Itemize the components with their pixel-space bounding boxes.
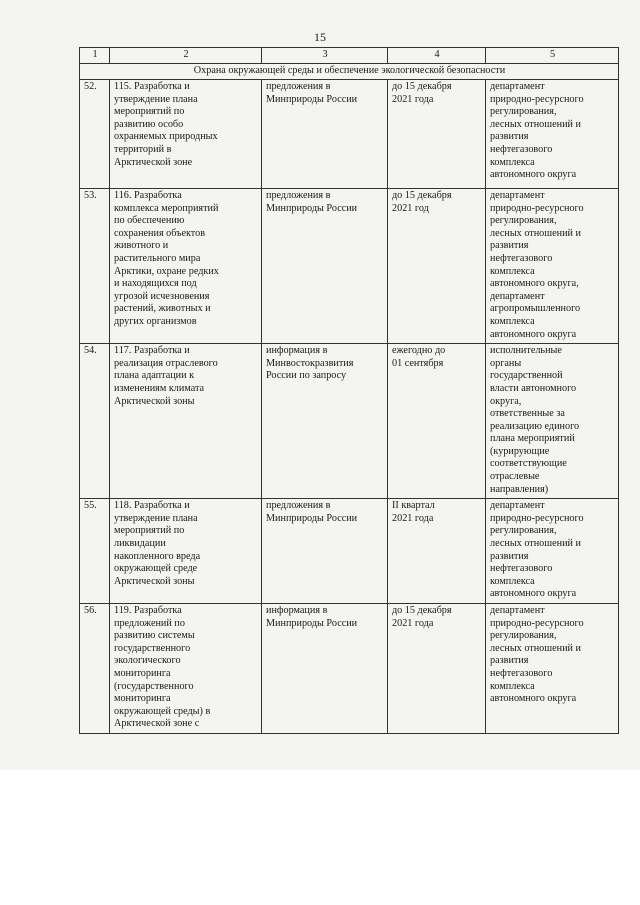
deadline-cell xyxy=(388,344,486,499)
deadline-text: до 15 декабря 2021 года xyxy=(392,605,452,629)
deadline-text: ежегодно до 01 сентября xyxy=(392,345,446,369)
task-text: 116. Разработка комплекса мероприятий по обеспечению сохранения объектов животного и растительного мира Арктики, охране редких и находящихся под угрозой исчезновения растений, животных и других организмов xyxy=(114,190,219,327)
task-text: 119. Разработка предложений по развитию системы государственного экологического мониторинга (государственного мониторинга окружающей среды) в Арктической зоне с xyxy=(114,605,211,730)
task-cell xyxy=(110,189,262,344)
column-header: 4 xyxy=(388,48,486,64)
form-cell xyxy=(262,189,388,344)
responsible-text: исполнительные органы государственной власти автономного округа, ответственные за реализацию единого плана мероприятий (курирующие соответствующие отраслевые направления) xyxy=(490,345,580,495)
task-cell xyxy=(110,344,262,499)
row-number: 54. xyxy=(80,344,110,499)
responsible-text: департамент природно-ресурсного регулирования, лесных отношений и развития нефтегазового комплекса автономного округа xyxy=(490,605,584,705)
page-number: 15 xyxy=(314,30,326,44)
task-text: 117. Разработка и реализация отраслевого плана адаптации к изменениям климата Арктической зоны xyxy=(114,345,218,407)
form-cell xyxy=(262,344,388,499)
table-row xyxy=(80,189,619,344)
task-cell xyxy=(110,604,262,734)
responsible-cell xyxy=(486,189,619,344)
column-header: 1 xyxy=(80,48,110,64)
form-text: информация в Минвостокразвития России по запросу xyxy=(266,345,354,382)
task-cell xyxy=(110,499,262,604)
deadline-cell xyxy=(388,604,486,734)
table-row xyxy=(80,604,619,734)
form-cell xyxy=(262,604,388,734)
deadline-text: до 15 декабря 2021 года xyxy=(392,81,452,105)
row-number: 53. xyxy=(80,189,110,344)
column-header: 5 xyxy=(486,48,619,64)
task-text: 118. Разработка и утверждение плана мероприятий по ликвидации накопленного вреда окружающей среде Арктической зоны xyxy=(114,500,201,587)
form-text: предложения в Минприроды России xyxy=(266,190,358,214)
task-text: 115. Разработка и утверждение плана мероприятий по развитию особо охраняемых природных территорий в Арктической зоне xyxy=(114,81,218,168)
section-title: Охрана окружающей среды и обеспечение экологической безопасности xyxy=(80,64,619,80)
form-text: предложения в Минприроды России xyxy=(266,500,358,524)
deadline-text: II квартал 2021 года xyxy=(392,500,435,524)
column-header: 3 xyxy=(262,48,388,64)
deadline-cell xyxy=(388,80,486,189)
column-header: 2 xyxy=(110,48,262,64)
form-cell xyxy=(262,80,388,189)
plan-table xyxy=(79,47,619,734)
deadline-cell xyxy=(388,189,486,344)
responsible-cell xyxy=(486,344,619,499)
responsible-text: департамент природно-ресурсного регулирования, лесных отношений и развития нефтегазового комплекса автономного округа, департамент агропромышленного комплекса автономного округа xyxy=(490,190,584,340)
deadline-text: до 15 декабря 2021 год xyxy=(392,190,452,214)
row-number: 56. xyxy=(80,604,110,734)
responsible-text: департамент природно-ресурсного регулирования, лесных отношений и развития нефтегазового комплекса автономного округа xyxy=(490,81,584,181)
responsible-cell xyxy=(486,80,619,189)
section-row xyxy=(80,64,619,80)
column-number-row xyxy=(80,48,619,64)
form-text: предложения в Минприроды России xyxy=(266,81,358,105)
table-row xyxy=(80,499,619,604)
responsible-cell xyxy=(486,604,619,734)
table-row xyxy=(80,344,619,499)
responsible-cell xyxy=(486,499,619,604)
form-cell xyxy=(262,499,388,604)
form-text: информация в Минприроды России xyxy=(266,605,358,629)
table-row xyxy=(80,80,619,189)
deadline-cell xyxy=(388,499,486,604)
task-cell xyxy=(110,80,262,189)
row-number: 55. xyxy=(80,499,110,604)
responsible-text: департамент природно-ресурсного регулирования, лесных отношений и развития нефтегазового комплекса автономного округа xyxy=(490,500,584,600)
row-number: 52. xyxy=(80,80,110,189)
